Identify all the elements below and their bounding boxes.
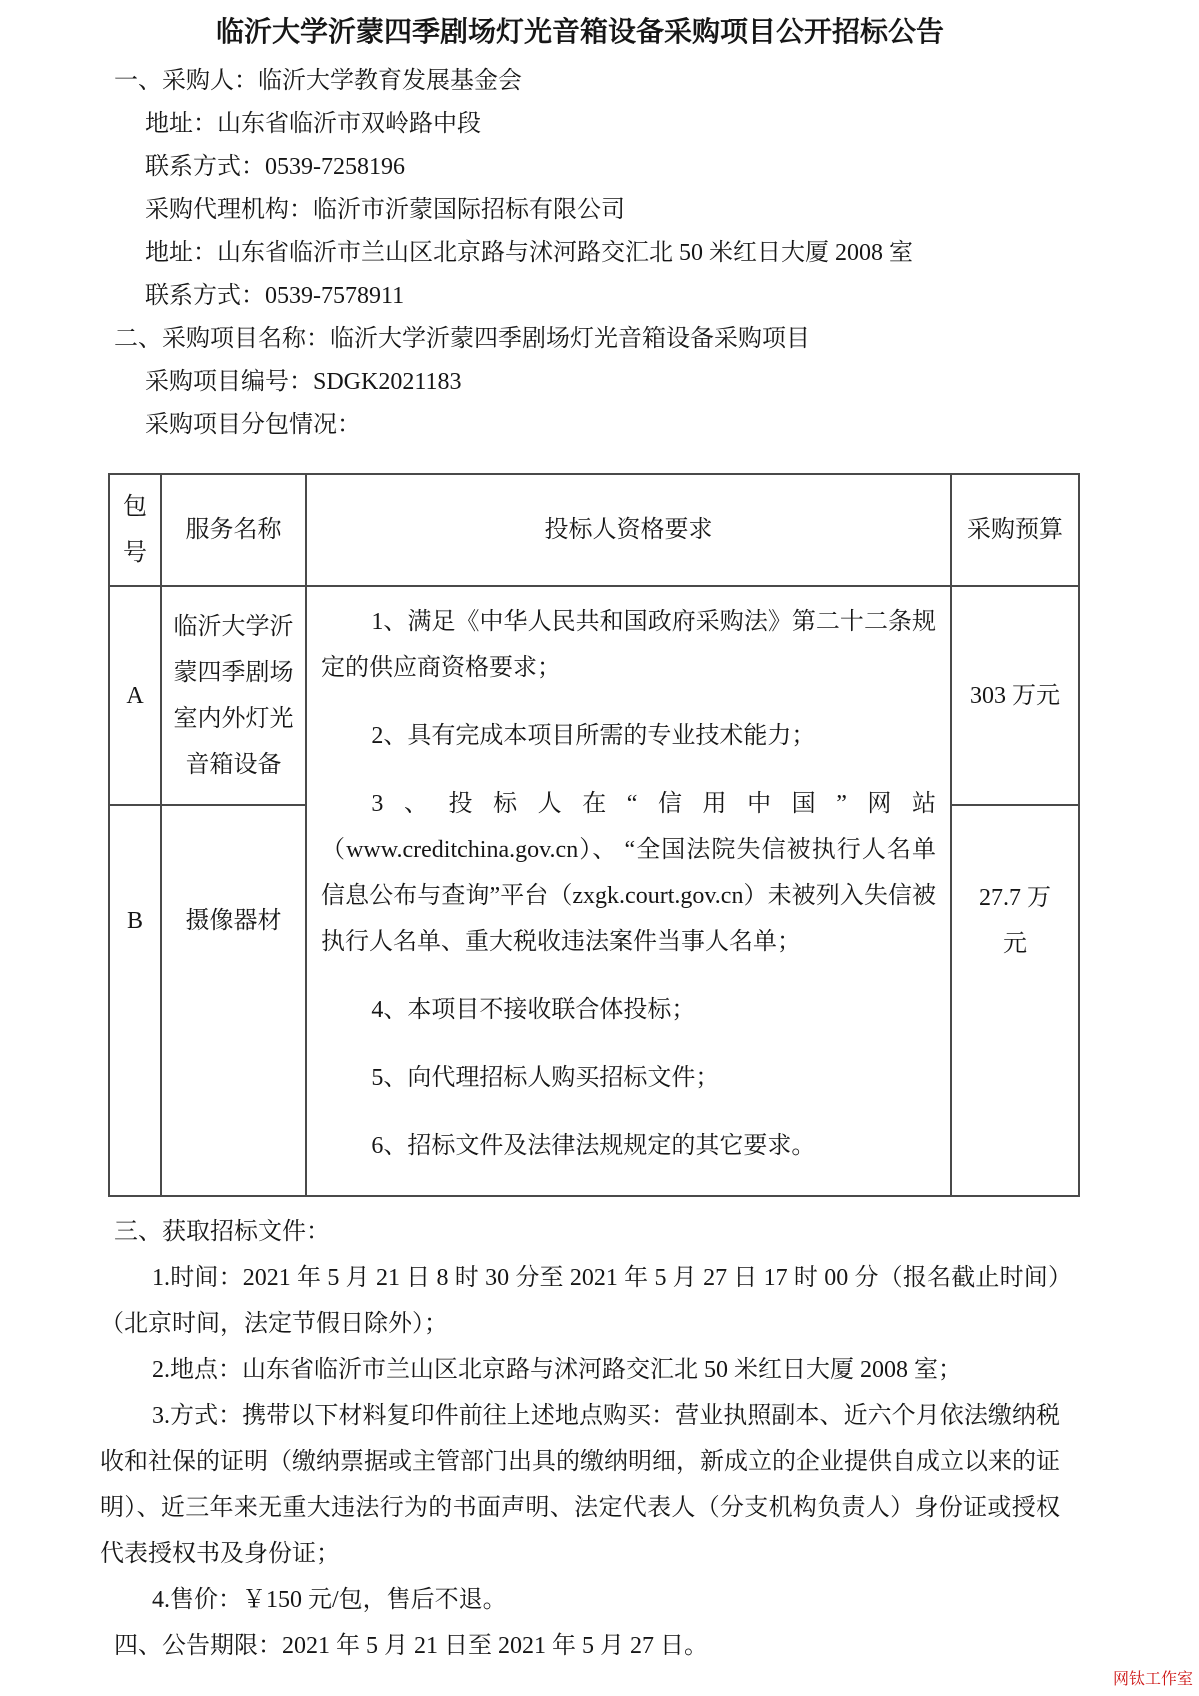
- requirement-item: 4、本项目不接收联合体投标；: [371, 997, 696, 1023]
- bidder-requirements-cell: [306, 586, 951, 1196]
- lower-sections: [100, 1209, 1060, 1669]
- doc-location: 2.地点：山东省临沂市兰山区北京路与沭河路交汇北 50 米红日大厦 2008 室；: [152, 1357, 962, 1383]
- package-a-budget: 303 万元: [951, 586, 1079, 805]
- header-package-number: 包号: [109, 474, 161, 586]
- purchaser-address: 地址：山东省临沂市双岭路中段: [145, 111, 481, 137]
- requirement-item: 2、具有完成本项目所需的专业技术能力；: [371, 723, 816, 749]
- watermark: 网钛工作室: [1112, 1671, 1193, 1688]
- requirement-item: 6、招标文件及法律法规规定的其它要求。: [371, 1133, 816, 1159]
- table-row: [109, 586, 1079, 805]
- section1-heading: 一、采购人：临沂大学教育发展基金会: [114, 68, 522, 94]
- section2-heading: 二、采购项目名称：临沂大学沂蒙四季剧场灯光音箱设备采购项目: [114, 326, 810, 352]
- package-a-id: A: [109, 586, 161, 805]
- package-a-service: 临沂大学沂蒙四季剧场室内外灯光音箱设备: [161, 586, 306, 805]
- document-content: [100, 16, 1063, 1669]
- header-bidder-requirements: 投标人资格要求: [306, 474, 951, 586]
- page-title: 临沂大学沂蒙四季剧场灯光音箱设备采购项目公开招标公告: [215, 17, 944, 48]
- section3-heading: 三、获取招标文件：: [114, 1219, 330, 1245]
- package-b-id: B: [109, 805, 161, 1196]
- header-service-name: 服务名称: [161, 474, 306, 586]
- header-procurement-budget: 采购预算: [951, 474, 1079, 586]
- package-intro: 采购项目分包情况：: [145, 412, 361, 438]
- package-b-service: 摄像器材: [161, 805, 306, 1196]
- doc-time: 1.时间：2021 年 5 月 21 日 8 时 30 分至 2021 年 5 月 27 日 17 时 00 分（报名截止时间）（北京时间，法定节假日除外）；: [100, 1265, 1060, 1337]
- packages-table: [108, 473, 1080, 1197]
- agency-contact: 联系方式：0539-7578911: [145, 283, 405, 309]
- requirement-item: 3、投标人在“信用中国”网站（www.creditchina.gov.cn）、 “全国法院失信被执行人名单信息公布与查询”平台（zxgk.court.gov.cn）未被列入失信被执行人名单、重大税收违法案件当事人名单；: [321, 791, 936, 955]
- purchaser-contact: 联系方式：0539-7258196: [145, 154, 405, 180]
- project-number: 采购项目编号：SDGK2021183: [145, 369, 462, 395]
- requirement-item: 1、满足《中华人民共和国政府采购法》第二十二条规定的供应商资格要求；: [321, 609, 936, 681]
- section4-heading: 四、公告期限：2021 年 5 月 21 日至 2021 年 5 月 27 日。: [114, 1633, 708, 1659]
- package-b-budget: 27.7 万元: [951, 805, 1079, 1196]
- doc-price: 4.售价：￥150 元/包，售后不退。: [152, 1587, 507, 1613]
- agency-name: 采购代理机构：临沂市沂蒙国际招标有限公司: [145, 197, 625, 223]
- doc-method: 3.方式：携带以下材料复印件前往上述地点购买：营业执照副本、近六个月依法缴纳税收和社保的证明（缴纳票据或主管部门出具的缴纳明细，新成立的企业提供自成立以来的证明）、近三年来无重大违法行为的书面声明、法定代表人（分支机构负责人）身份证或授权代表授权书及身份证；: [100, 1403, 1060, 1567]
- table-header-row: [109, 474, 1079, 586]
- requirement-item: 5、向代理招标人购买招标文件；: [371, 1065, 720, 1091]
- agency-address: 地址：山东省临沂市兰山区北京路与沭河路交汇北 50 米红日大厦 2008 室: [145, 240, 913, 266]
